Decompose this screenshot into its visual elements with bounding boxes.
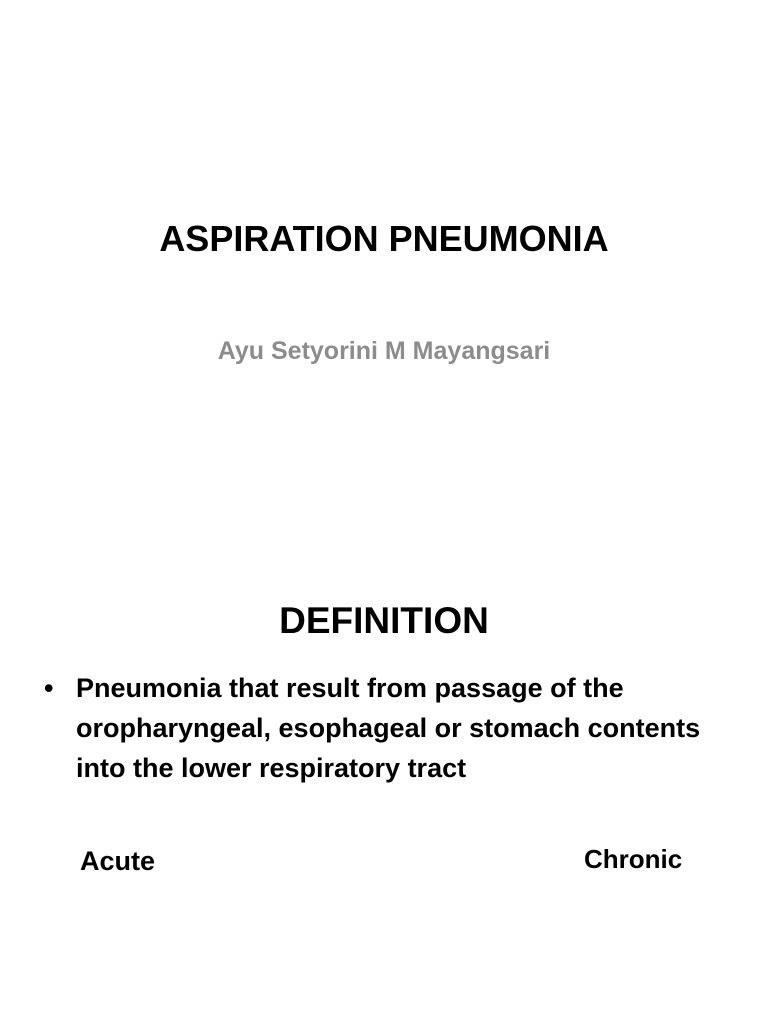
slide-subtitle-author: Ayu Setyorini M Mayangsari: [217, 337, 551, 365]
definition-bullet: [44, 668, 724, 788]
definition-text: Pneumonia that result from passage of the oropharyngeal, esophageal or stomach contents into the lower respiratory tract: [76, 673, 701, 783]
acute-label: Acute: [80, 846, 156, 876]
chronic-label: Chronic: [584, 844, 683, 874]
definition-heading: DEFINITION: [279, 600, 489, 641]
bullet-marker: •: [44, 673, 54, 703]
slide-title: ASPIRATION PNEUMONIA: [159, 218, 609, 259]
definition-slide: [0, 512, 768, 1024]
